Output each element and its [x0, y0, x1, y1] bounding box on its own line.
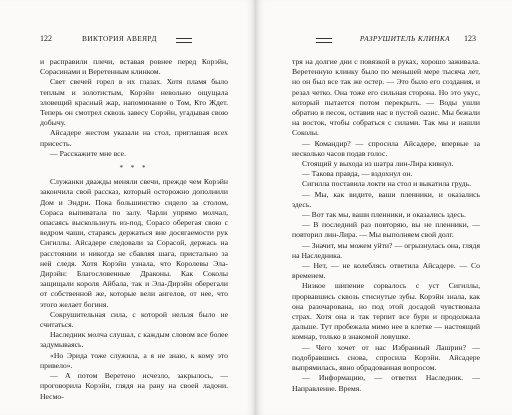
- paragraph: Сокрушительная сила, с которой нельзя было не считаться.: [40, 309, 228, 330]
- paragraph: — Такова правда, — вздохнул он.: [302, 169, 413, 179]
- right-page-header: [256, 34, 512, 46]
- paragraph: Свет свечей горел в их глазах. Хотя пламя было теплым и золотистым, Корэйн невольно ощущала зловещий красный жар, напоминание о Том, Кто Ждет. Теперь он смотрел сквозь завесу Сорэйн, угадывая свою добычу.: [40, 77, 228, 128]
- paragraph: Сигилла поставила локти на стол и выкатила грудь.: [302, 179, 472, 189]
- paragraph: тря на долгие дни с повязкой в руках, хорошо заживала. Веретенную клинку было по меньшей мере тысяча лет, но он был все так же остер. — Это было его создания, и резал четко. Она тоже его сильная сторона. Но это укус, который пытается потом перекрыть. — Воды ушли обратно в песок, оставив нас в пустой оазис. Мы бежали на восток, чтобы собраться с силами. Так мы и нашли Соколы.: [292, 57, 480, 138]
- paragraph: — Командир? — спросила Айсадере, впервые за несколько часов подав голос.: [292, 138, 480, 158]
- ornament-icon: [176, 38, 192, 43]
- left-page-body: [40, 57, 228, 402]
- right-page: [256, 0, 512, 415]
- paragraph: «Но Эрида тоже служила, а я не знаю, к кому это привело».: [40, 350, 228, 370]
- paragraph: — Информацию, — ответил Наследник. — Направление. Время.: [292, 373, 480, 393]
- paragraph: Низкое шипение сорвалось с уст Сигиллы, прорвавшись сквозь стиснутые зубы. Корэйн знала, как она разочарована, но под этой досадой чувствовала страх. Хотя она и так терпит все бури и продолжала дальше. Тут пробежала мимо нее в клетке — настоящий комнар, только в знакомой ловушке.: [292, 281, 480, 342]
- paragraph: — Значит, мы можем уйти? — огрызнулась она, глядя на Наследника.: [292, 240, 480, 260]
- right-page-number: 123: [464, 34, 476, 43]
- left-page-number: 122: [40, 34, 52, 43]
- paragraph: — Расскажите мне все.: [50, 148, 127, 158]
- paragraph: Наследник молча слушал, с каждым словом все более задумываясь.: [40, 330, 228, 350]
- right-running-title: РАЗРУШИТЕЛЬ КЛИНКА: [359, 34, 450, 43]
- paragraph: Служанки дважды меняли свечи, прежде чем Корэйн закончила свой рассказ, который осторожно дополнили Дом и Эндри. Пока большинство сидело за столом, Сораса выпиватала по залу. Чарли упрямо молчал, опасаясь выскользнуть из-под, Сорасо оберегая свою с ведром чаши, стараясь держаться вне досягаемости рук Сигиллы. Айсадере следовали за Сорасой, держась на расстоянии и никогда не сбавляя шага, пристально за ней следя. Хотя Корэйн узнала, что Королевы Эла-Дирэйн: Благословенные Драконы. Как Соколы защищали короля Айбала, так и Эла-Дирэйн оберегали от собственной же, которые вели ангелов, от нее, что этого желает богиня.: [40, 177, 228, 309]
- section-break: * * *: [119, 164, 149, 173]
- paragraph: Стоящий у выхода из шатра лин-Лира кивнул.: [302, 159, 454, 169]
- paragraph: — В последний раз повторяю, вы не пленники, — повторил лин-Лира. — Мы выполняем свой долг.: [292, 220, 480, 240]
- paragraph: и расправили плечи, вставая ровнее перед Корэйн, Сорасинами и Веретенным клинком.: [40, 57, 228, 77]
- paragraph: — Вот так мы, ваши пленники, и оказались здесь.: [302, 210, 466, 220]
- paragraph: — Нет, — не колеблясь ответила Айсадере. — Со временем.: [292, 261, 480, 281]
- right-page-body: [292, 57, 480, 394]
- left-running-title: ВИКТОРИЯ АВЕЯРД: [82, 34, 157, 43]
- paragraph: Айсадере жестом указали на стол, приглашая всех присесть.: [40, 128, 228, 148]
- paragraph: — А потом Веретено исчезло, закрылось, — проговорила Корэйн, глядя на рану на своей ладони. Несмо-: [40, 371, 228, 401]
- paragraph: — Чего хочет от нас Избранный Лашрин? — подобравшись снова, спросила Корэйн. Айсадере выпрямилась, явно обрадованная вопросом.: [292, 342, 480, 373]
- paragraph: — Мы, как видите, ваши пленники, и оказались здесь.: [292, 189, 480, 209]
- ornament-icon: [316, 38, 332, 43]
- left-page-header: [0, 34, 255, 46]
